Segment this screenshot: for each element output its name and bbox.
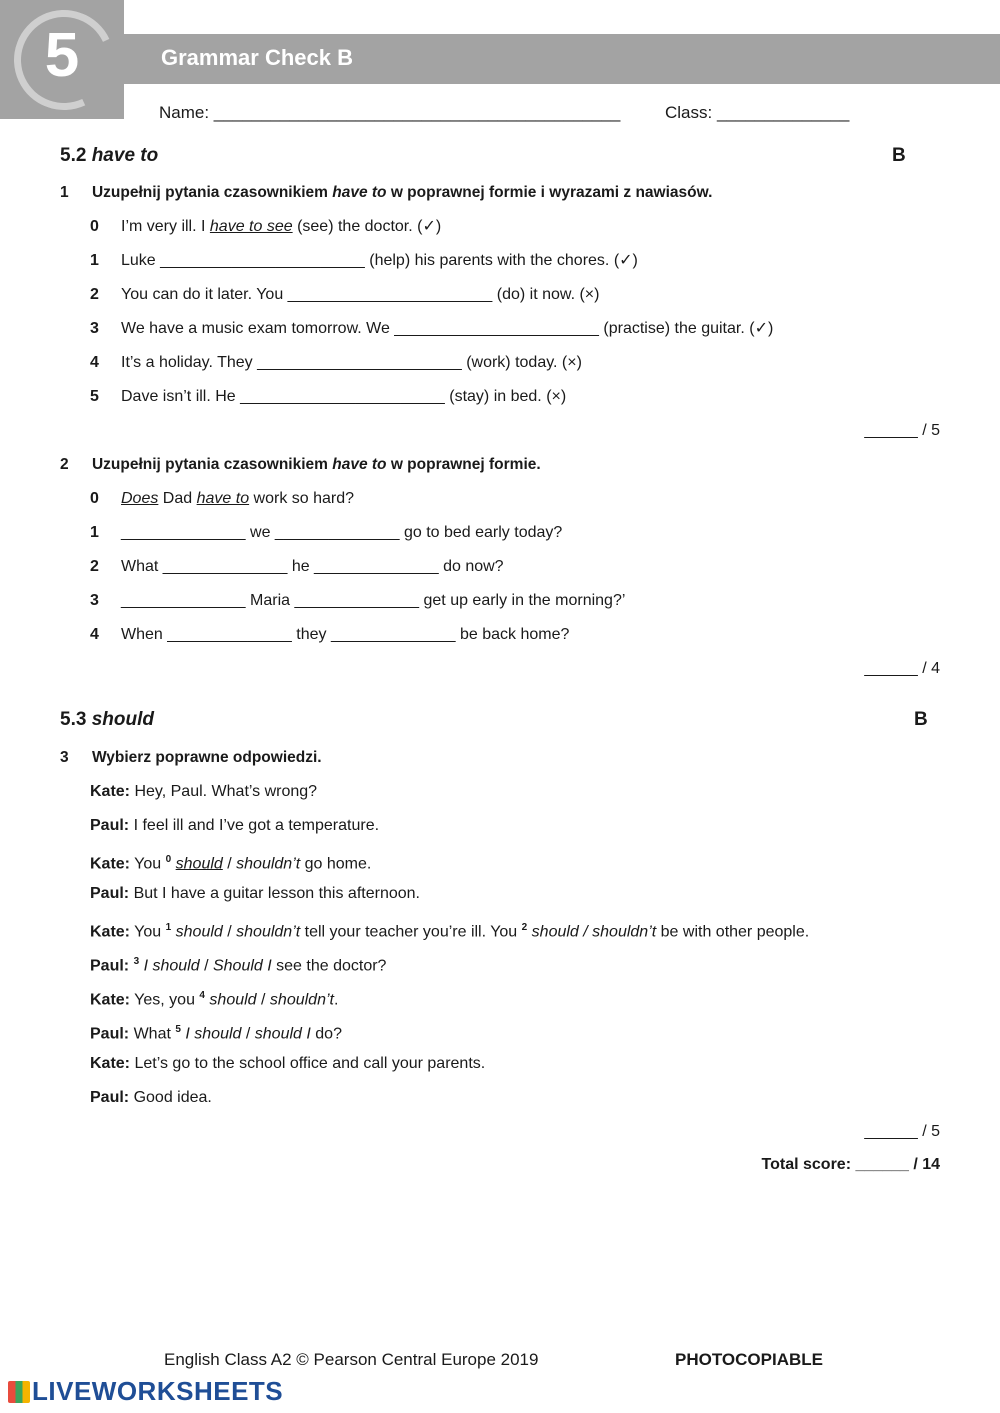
item-text: I’m very ill. I — [121, 218, 210, 235]
dialogue-line — [90, 1088, 212, 1108]
option: shouldn’t — [236, 855, 301, 873]
item-number: 5 — [90, 388, 99, 405]
item-text: Luke _______________________ (help) his parents with the chores. (✓) — [121, 252, 638, 269]
item-text: We have a music exam tomorrow. We _______________________ (practise) the guitar. (✓) — [121, 320, 774, 337]
dialogue-text: tell your teacher you’re ill. You — [300, 923, 522, 941]
option[interactable]: should I — [254, 1025, 311, 1043]
instruction-keyword: have to — [332, 184, 387, 201]
exercise-1-item-2[interactable] — [90, 285, 599, 305]
dialogue-text: go home. — [300, 855, 372, 873]
exercise-1-item-1[interactable] — [90, 251, 638, 271]
dialogue-text: Yes, you — [134, 991, 200, 1009]
exercise-2-score[interactable]: ______ / 4 — [864, 660, 940, 677]
option[interactable]: should / shouldn’t — [531, 923, 657, 941]
class-field[interactable]: Class: ______________ — [665, 103, 850, 122]
dialogue-line[interactable] — [90, 918, 809, 942]
dialogue-text: But I have a guitar lesson this afternoon. — [133, 885, 420, 902]
dialogue-text: Let’s go to the school office and call your parents. — [134, 1055, 486, 1072]
exercise-2-item-1[interactable] — [90, 523, 562, 543]
example-answer: have to see — [209, 218, 293, 235]
exercise-number: 1 — [60, 184, 69, 201]
gap-number: 2 — [521, 922, 528, 933]
option[interactable]: shouldn’t — [269, 991, 334, 1009]
example-answer: should — [175, 855, 223, 873]
item-text: When ______________ they ______________ be back home? — [121, 626, 570, 643]
unit-badge — [0, 0, 124, 119]
item-text: What ______________ he ______________ do now? — [121, 558, 504, 575]
gap-number: 5 — [175, 1024, 181, 1035]
dialogue-line[interactable] — [90, 952, 386, 976]
page-title: Grammar Check B — [161, 45, 353, 70]
section-title: have to — [91, 145, 159, 166]
total-score[interactable]: Total score: ______ / 14 — [761, 1156, 940, 1173]
dialogue-line — [90, 816, 379, 836]
item-number: 3 — [90, 592, 99, 609]
exercise-1-item-0 — [90, 217, 441, 237]
instruction-text: Uzupełnij pytania czasownikiem — [91, 184, 333, 201]
section-version: B — [914, 709, 928, 730]
instruction-text: w poprawnej formie i wyrazami z nawiasów. — [386, 184, 713, 201]
dialogue-text: You — [134, 923, 166, 941]
option[interactable]: shouldn’t — [236, 923, 301, 941]
section-number: 5.3 — [60, 709, 87, 730]
option-separator: / — [256, 991, 270, 1009]
speaker: Kate: — [90, 783, 131, 800]
dialogue-text: What — [133, 1025, 176, 1043]
speaker: Paul: — [90, 817, 130, 834]
option[interactable]: Should I — [212, 957, 272, 975]
item-text: Dave isn’t ill. He _______________________ (stay) in bed. (×) — [121, 388, 567, 405]
speaker: Paul: — [90, 885, 130, 902]
exercise-2-item-0 — [90, 489, 354, 509]
item-number: 4 — [90, 354, 99, 371]
item-number: 0 — [90, 218, 99, 235]
speaker: Paul: — [90, 957, 130, 975]
dialogue-text: do? — [310, 1025, 342, 1043]
option[interactable]: should — [209, 991, 257, 1009]
dialogue-line — [90, 884, 420, 904]
item-text: (see) the doctor. (✓) — [292, 218, 442, 235]
section-title: should — [91, 709, 154, 730]
item-number: 1 — [90, 524, 99, 541]
instruction-text: w poprawnej formie. — [386, 456, 541, 473]
dialogue-text: see the doctor? — [271, 957, 387, 975]
liveworksheets-icon — [8, 1381, 30, 1403]
dialogue-line[interactable] — [90, 986, 338, 1010]
footer-photocopiable: PHOTOCOPIABLE — [675, 1350, 823, 1369]
item-text: Dad — [158, 490, 197, 507]
item-text: You can do it later. You _______________________ (do) it now. (×) — [121, 286, 600, 303]
option-separator: / — [241, 1025, 255, 1043]
option[interactable]: I should — [185, 1025, 242, 1043]
gap-number: 1 — [165, 922, 172, 933]
dialogue-text: be with other people. — [656, 923, 810, 941]
section-version: B — [892, 145, 906, 166]
exercise-1-item-4[interactable] — [90, 353, 582, 373]
dialogue-text: Good idea. — [133, 1089, 212, 1106]
example-answer: Does — [121, 490, 159, 507]
section-heading-have-to — [60, 146, 158, 166]
item-text: ______________ we ______________ go to bed early today? — [121, 524, 563, 541]
exercise-3-score[interactable]: ______ / 5 — [864, 1123, 940, 1140]
item-number: 3 — [90, 320, 99, 337]
dialogue-text: You — [134, 855, 166, 873]
exercise-1-item-3[interactable] — [90, 319, 773, 339]
dialogue-line — [90, 1054, 485, 1074]
section-number: 5.2 — [60, 145, 87, 166]
exercise-1-item-5[interactable] — [90, 387, 566, 407]
item-text: ______________ Maria ______________ get up early in the morning?’ — [121, 592, 626, 609]
item-number: 2 — [90, 558, 99, 575]
option-separator: / — [222, 855, 237, 873]
exercise-3-instruction — [60, 748, 322, 768]
item-number: 0 — [90, 490, 99, 507]
item-number: 1 — [90, 252, 99, 269]
speaker: Kate: — [90, 1055, 131, 1072]
section-heading-should — [60, 710, 154, 730]
instruction-text: Wybierz poprawne odpowiedzi. — [91, 749, 322, 766]
item-text: It’s a holiday. They _______________________ (work) today. (×) — [121, 354, 582, 371]
item-number: 2 — [90, 286, 99, 303]
brand-name: LIVEWORKSHEETS — [32, 1376, 284, 1406]
gap-number: 4 — [199, 990, 205, 1001]
exercise-number: 2 — [60, 456, 69, 473]
dialogue-line — [90, 850, 371, 874]
exercise-2-instruction — [60, 455, 541, 475]
item-text: work so hard? — [249, 490, 355, 507]
exercise-2-item-2[interactable] — [90, 557, 504, 577]
option-separator: / — [222, 923, 237, 941]
option-separator: / — [199, 957, 213, 975]
exercise-2-item-3[interactable] — [90, 591, 625, 611]
dialogue-line — [90, 782, 317, 802]
exercise-1-instruction — [60, 183, 712, 203]
liveworksheets-logo[interactable] — [8, 1376, 284, 1406]
name-field[interactable]: Name: ___________________________________________ — [159, 103, 621, 122]
title-bar — [124, 34, 1000, 84]
gap-number: 3 — [133, 956, 140, 967]
unit-number: 5 — [44, 21, 80, 90]
item-number: 4 — [90, 626, 99, 643]
dialogue-line[interactable] — [90, 1020, 342, 1044]
dialogue-text: Hey, Paul. What’s wrong? — [134, 783, 318, 800]
option[interactable]: I should — [143, 957, 200, 975]
example-answer: have to — [196, 490, 250, 507]
speaker: Kate: — [90, 855, 131, 873]
exercise-number: 3 — [60, 749, 69, 766]
exercise-1-score[interactable]: ______ / 5 — [864, 422, 940, 439]
instruction-text: Uzupełnij pytania czasownikiem — [91, 456, 333, 473]
speaker: Paul: — [90, 1025, 130, 1043]
speaker: Paul: — [90, 1089, 130, 1106]
exercise-2-item-4[interactable] — [90, 625, 569, 645]
dialogue-text: . — [333, 991, 339, 1009]
option[interactable]: should — [175, 923, 223, 941]
gap-number: 0 — [165, 854, 172, 865]
footer-copyright: English Class A2 © Pearson Central Europe 2019 — [164, 1350, 539, 1369]
instruction-keyword: have to — [332, 456, 387, 473]
speaker: Kate: — [90, 991, 131, 1009]
speaker: Kate: — [90, 923, 131, 941]
dialogue-text: I feel ill and I’ve got a temperature. — [133, 817, 380, 834]
